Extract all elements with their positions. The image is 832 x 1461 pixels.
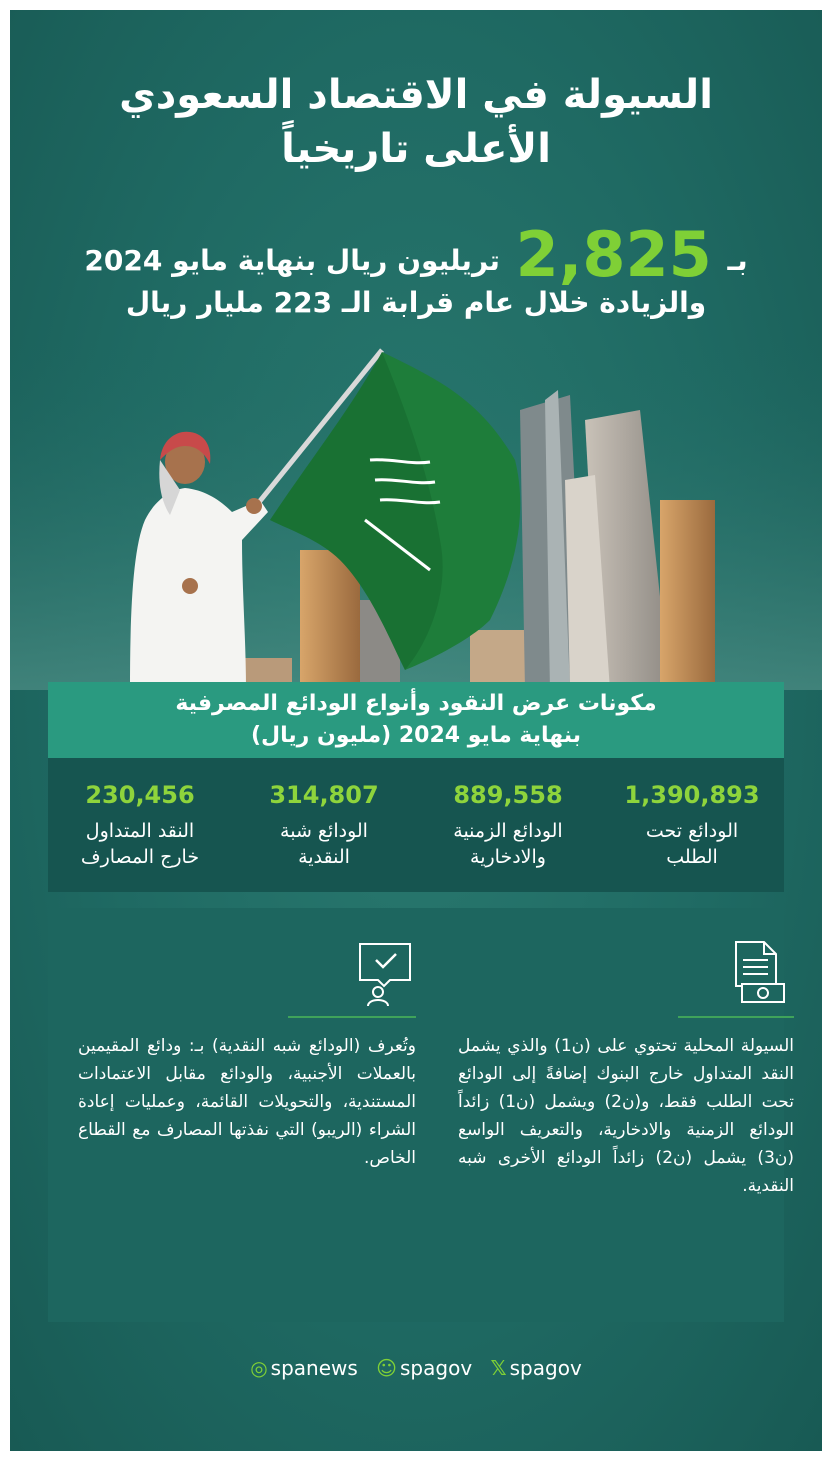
stat-line-2: والزيادة خلال عام قرابة الـ 223 مليار ريال <box>125 286 707 319</box>
x-handle[interactable]: 𝕏 spagov <box>490 1356 582 1380</box>
stat-value: 2,825 <box>515 218 712 291</box>
component-currency-outside-banks <box>48 758 232 892</box>
component-time-savings-deposits <box>416 758 600 892</box>
component-demand-deposits <box>600 758 784 892</box>
component-label: الودائع تحت الطلب <box>645 820 739 868</box>
social-footer <box>10 1356 822 1380</box>
component-value: 1,390,893 <box>624 781 760 809</box>
components-values <box>48 758 784 892</box>
hero-illustration <box>10 340 822 690</box>
page-title <box>10 70 822 174</box>
banner-line-1: مكونات عرض النقود وأنواع الودائع المصرفية <box>175 691 657 716</box>
banner-line-2: بنهاية مايو 2024 (مليون ريال) <box>251 723 581 748</box>
title-line-1: السيولة في الاقتصاد السعودي <box>119 72 713 118</box>
document-money-icon <box>728 940 786 1010</box>
stat-suffix: تريليون ريال بنهاية مايو 2024 <box>84 244 500 277</box>
skyline-flag-illustration <box>10 340 822 690</box>
component-label: الودائع الزمنية والادخارية <box>453 820 563 868</box>
chat-check-user-icon <box>356 940 414 1010</box>
x-icon: 𝕏 <box>490 1356 507 1380</box>
stat-prefix: بـ <box>727 244 748 277</box>
quasi-money-definition-text: وتُعرف (الودائع شبه النقدية) بـ: ودائع المقيمين بالعملات الأجنبية، والودائع مقابل الاعتمادات المستندية، والتحويلات القائمة، وعمليات إعادة الشراء (الريبو) التي نفذتها المصارف مع القطاع الخاص. <box>78 1036 416 1168</box>
infographic <box>10 10 822 1451</box>
component-value: 314,807 <box>269 781 379 809</box>
title-line-2: الأعلى تاريخياً <box>281 126 551 172</box>
info-panel <box>48 908 795 1322</box>
divider <box>288 1016 416 1018</box>
component-value: 230,456 <box>85 781 195 809</box>
instagram-handle[interactable]: ◎ spanews <box>250 1356 358 1380</box>
instagram-icon: ◎ <box>250 1356 268 1380</box>
components-banner <box>48 682 784 758</box>
headline-stat <box>50 220 782 320</box>
component-value: 889,558 <box>453 781 563 809</box>
component-label: النقد المتداول خارج المصارف <box>80 820 200 868</box>
snapchat-icon: ☺ <box>376 1356 398 1380</box>
component-quasi-money-deposits <box>232 758 416 892</box>
liquidity-definition-text: السيولة المحلية تحتوي على (ن1) والذي يشمل النقد المتداول خارج البنوك إضافةً إلى الودائع تحت الطلب فقط، و(ن2) ويشمل (ن1) زائداً الودائع الزمنية والادخارية، والتعريف الواسع (ن3) يشمل (ن2) زائداً الودائع الأخرى شبه النقدية. <box>458 1036 795 1196</box>
snapchat-handle[interactable]: ☺ spagov <box>376 1356 473 1380</box>
component-label: الودائع شبة النقدية <box>280 820 368 868</box>
divider <box>678 1016 794 1018</box>
